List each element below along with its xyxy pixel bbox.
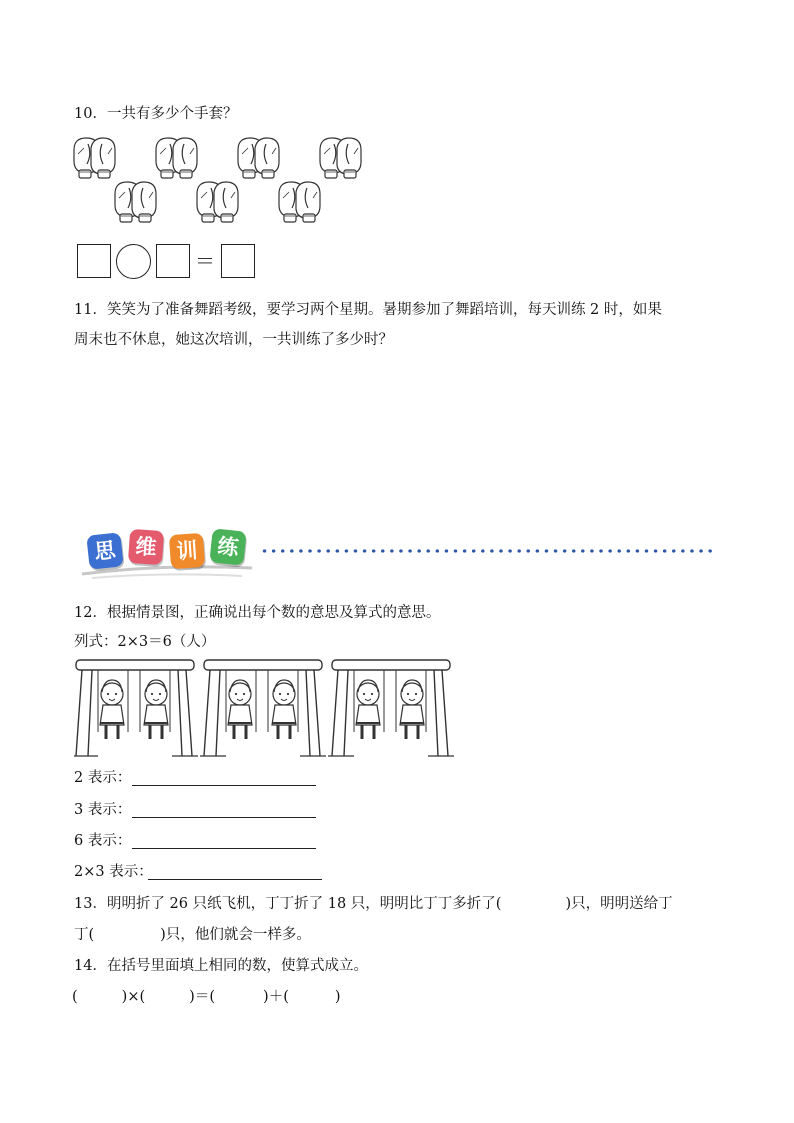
meaning-line-6 <box>74 831 131 851</box>
swing-set <box>200 660 326 756</box>
question-13-text-a: 13．明明折了 26 只纸飞机，丁丁折了 18 只，明明比丁丁多折了( <box>74 896 502 912</box>
paren-open-3: ( <box>209 989 216 1005</box>
answer-box-result[interactable] <box>221 244 255 278</box>
banner-tile-si: 思 <box>86 532 123 569</box>
paren-open-1: ( <box>72 989 78 1005</box>
banner-tile-wei: 维 <box>128 529 164 565</box>
banner-dotted-line <box>260 549 712 553</box>
glove-pair <box>238 138 279 178</box>
meaning-line-3 <box>74 800 131 820</box>
answer-blank-2x3[interactable] <box>148 863 322 880</box>
equals-sign-14: ＝ <box>194 989 210 1005</box>
answer-blank-2[interactable] <box>132 769 316 786</box>
meaning-line-2 <box>74 768 131 788</box>
question-12-text: 12．根据情景图，正确说出每个数的意思及算式的意思。 <box>74 605 441 621</box>
question-10-text: 10．一共有多少个手套？ <box>74 106 238 122</box>
banner-tile-xun: 训 <box>169 533 205 569</box>
glove-pair <box>279 182 320 222</box>
equals-sign: ＝ <box>195 249 215 273</box>
plus-sign: ＋ <box>268 989 284 1005</box>
question-13-line-2 <box>74 925 311 945</box>
meaning-label-2x3: 2×3 表示： <box>74 864 153 880</box>
question-13-text-b: )只，明明送给丁 <box>565 896 673 912</box>
paren-open-2: ( <box>139 989 146 1005</box>
question-14-equation <box>72 987 341 1007</box>
answer-box-1[interactable] <box>77 244 111 278</box>
glove-pair <box>320 138 361 178</box>
question-12-formula: 列式：2×3＝6（人） <box>74 634 216 650</box>
operator-circle[interactable] <box>116 244 151 279</box>
question-13-text-d: )只，他们就会一样多。 <box>160 927 311 943</box>
answer-blank-6[interactable] <box>132 832 316 849</box>
thinking-training-banner <box>84 524 724 584</box>
paren-close-2: ) <box>189 989 195 1005</box>
meaning-label-6: 6 表示： <box>74 833 132 849</box>
meaning-label-2: 2 表示： <box>74 770 132 786</box>
swing-set <box>328 660 454 756</box>
meaning-line-2x3 <box>74 862 153 882</box>
glove-pair <box>197 182 238 222</box>
times-sign: × <box>127 989 140 1005</box>
boxing-gloves-illustration <box>68 134 388 224</box>
question-13-line-1 <box>74 894 673 914</box>
paren-close-3: ) <box>263 989 269 1005</box>
paren-close-1: ) <box>121 989 128 1005</box>
banner-tile-lian: 练 <box>209 528 246 565</box>
answer-box-2[interactable] <box>156 244 190 278</box>
question-14-text: 14．在括号里面填上相同的数，使算式成立。 <box>74 958 368 974</box>
question-13-text-c: 丁( <box>74 927 95 943</box>
swing-set <box>74 660 198 756</box>
swings-illustration <box>74 658 454 760</box>
glove-pair <box>74 138 115 178</box>
glove-pair <box>115 182 156 222</box>
paren-open-4: ( <box>283 989 289 1005</box>
question-11-line-1: 11．笑笑为了准备舞蹈考级，要学习两个星期。暑期参加了舞蹈培训，每天训练 2 时，如果 <box>74 302 662 318</box>
paren-close-4: ) <box>334 989 341 1005</box>
glove-pair <box>156 138 197 178</box>
answer-blank-3[interactable] <box>132 801 316 818</box>
question-11-line-2: 周末也不休息，她这次培训，一共训练了多少时？ <box>74 332 393 348</box>
meaning-label-3: 3 表示： <box>74 802 132 818</box>
